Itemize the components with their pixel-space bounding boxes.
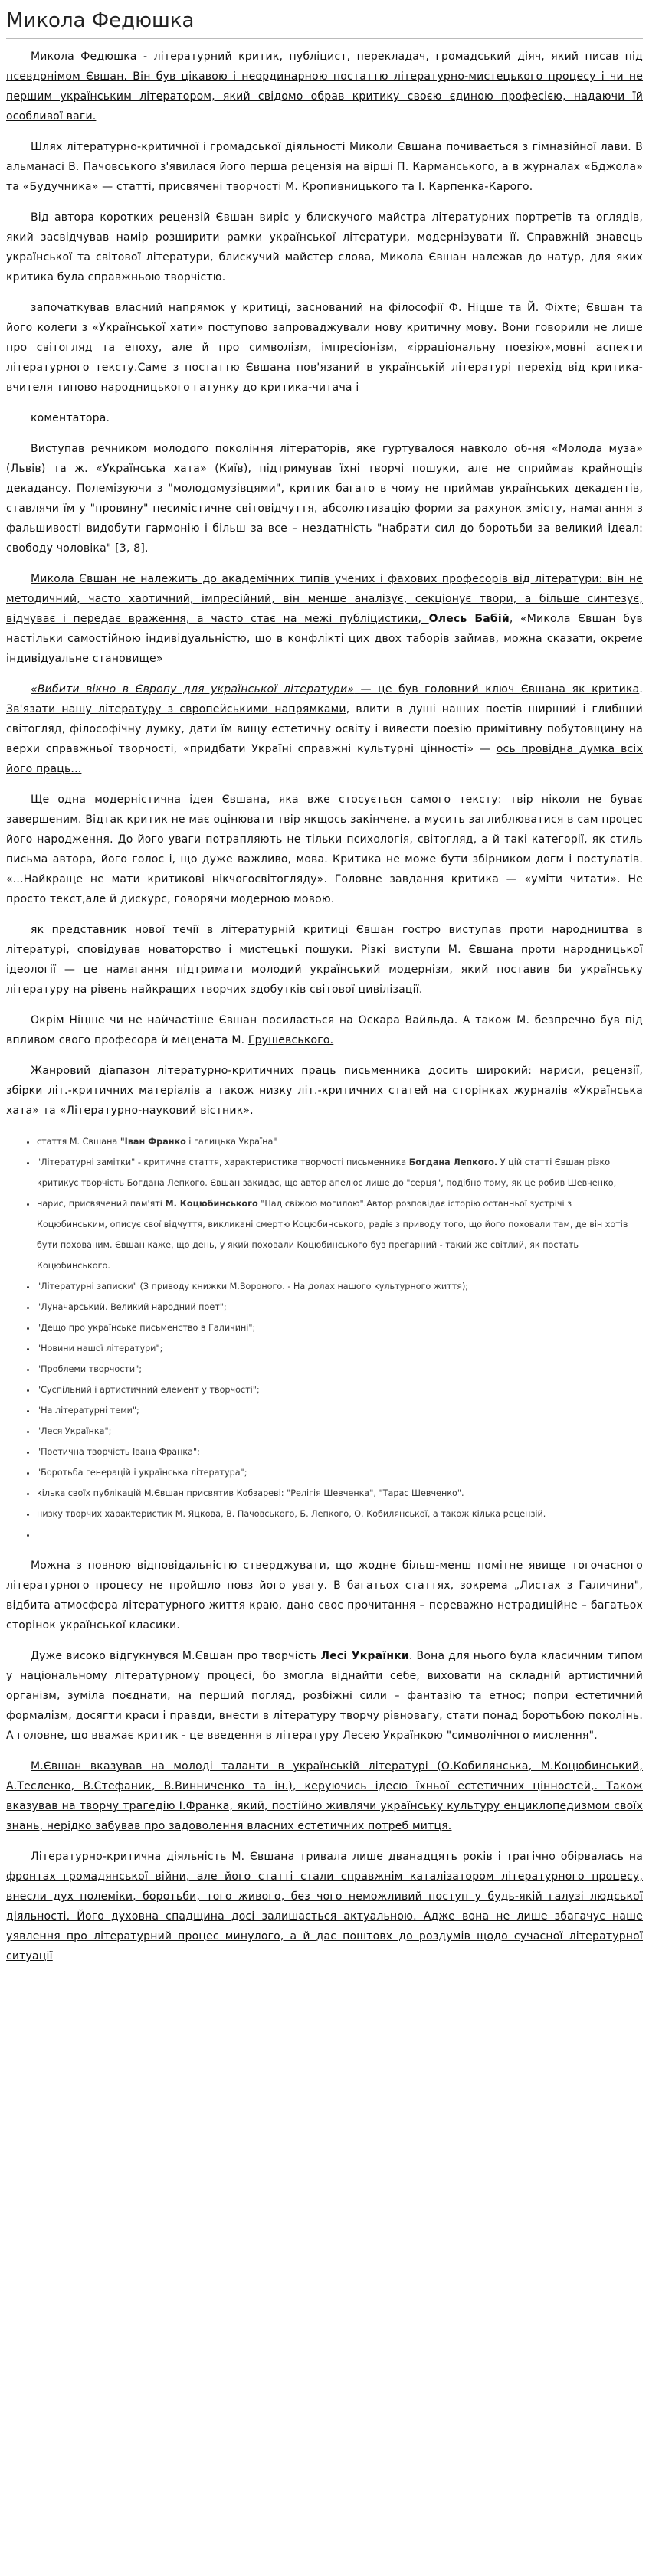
text-segment: Богдана Лепкого. — [408, 1157, 498, 1167]
text-segment: ось провідна думка всіх його праць... — [6, 743, 643, 775]
list-item — [37, 1359, 643, 1380]
paragraph — [6, 790, 643, 909]
text-segment: як представник нової течії в літературній критиці Євшан гостро виступав проти народництва в літературі, сповідував новаторство і мистецькі пошуки. Різкі виступи М. Євшана проти народницької ідеології — це намагання підтримати молодий український модернізм, який поставив би українську літературу на рівень найкращих творчих здобутків світової цивілізації. — [6, 924, 643, 996]
text-segment: У цій статті Євшан різко критикує творчість Богдана Лепкого. Євшан закидає, що автор апелює лише до "серця", подібно тому, як це робив Шевченко, — [37, 1157, 617, 1188]
text-segment: "Іван Франко — [120, 1137, 186, 1147]
paragraph — [6, 408, 643, 428]
paragraph — [6, 1556, 643, 1635]
list-item — [37, 1421, 643, 1442]
list-item — [37, 1380, 643, 1400]
list-item — [37, 1338, 643, 1359]
text-segment: "Суспільний і артистичний елемент у творчості"; — [37, 1385, 260, 1395]
text-segment: "Над свіжою могилою".Автор розповідає історію останньої зустрічі з Коцюбинським, описує свої відчуття, викликані смертю Коцюбинського, радіє з приводу того, що його поховали там, де він хотів бути похованим. Євшан каже, що день, у який поховали Коцюбинського був прегарний - такий же світлий, як постать Коцюбинського. — [37, 1199, 628, 1271]
text-segment: Микола Федюшка - літературний критик, публіцист, перекладач, громадський діяч, який писав під псевдонімом Євшан. Він був цікавою і неординарною постаттю літературно-мистецького процесу і — [6, 51, 643, 83]
article-body — [6, 47, 643, 1121]
paragraph — [6, 1010, 643, 1050]
page-title: Микола Федюшка — [6, 9, 643, 39]
paragraph — [6, 439, 643, 558]
list-item — [37, 1317, 643, 1338]
article-body-continued — [6, 1556, 643, 1966]
text-segment: чи не першим українським літератором, який свідомо обрав критику своєю єдиною професією, надаючи їй особливої ваги. — [6, 70, 644, 123]
text-segment: , «Микола Євшан був настільки самостійною індивідуальністю, що в конфлікті цих двох таборів займав, можна сказати, окреме індивідуальне становище» — [6, 613, 643, 665]
paragraph — [6, 208, 643, 287]
text-segment: М.Євшан вказував на молоді таланти в українській літературі (О.Кобилянська, М.Коцюбинський, А.Тесленко, В.Стефаник, В.Винниченко та ін.), керуючись ідеєю їхньої естетичних цінностей,. Також вказував на творчу трагедію І.Франка, який, постійно живлячи українську культуру енциклопедизмом своїх знань, нерідко забував про задоволення власних естетичних потреб митця. — [6, 1760, 643, 1832]
text-segment: "Проблеми творчости"; — [37, 1364, 143, 1374]
text-segment: низку творчих характеристик М. Яцкова, В. Пачовського, Б. Лепкого, О. Кобилянської, а також кілька рецензій. — [37, 1509, 546, 1519]
text-segment: Від автора коротких рецензій Євшан виріс у блискучого майстра літературних портретів та оглядів, який засвідчував намір розширити рамки української літератури, модернізувати її. Справжній знавець української та світової літератури, блискучий майстер слова, Микола Євшан належав до натур, для яких критика була справжньою творчістю. — [6, 211, 643, 283]
paragraph — [6, 1061, 643, 1121]
paragraph — [6, 137, 643, 197]
text-segment: Літературно-критична діяльність М. Євшана тривала лише дванадцять років і трагічно обірвалась на фронтах громадянської війни, але його статті стали справжнім каталізатором літературного процесу, внесли дух полеміки, боротьби, того живого, без чого неможливий поступ у будь-якій галузі людської діяльності. Його духовна спадщина досі залишається актуальною. Адже вона не лише збагачує наше уявлення про літературний процес минулого, а й дає поштовх до роздумів щодо сучасної літературної ситуації — [6, 1851, 643, 1962]
list-item — [37, 1462, 643, 1483]
list-item — [37, 1442, 643, 1462]
paragraph — [6, 569, 643, 669]
text-segment: Ще одна модерністична ідея Євшана, яка вже стосується самого тексту: твір ніколи не буває завершеним. Відтак критик не має оцінювати твір якщось закінчене, а мусить заглиблюватися в сам процес його народження. До його уваги потрапляють не тільки психологія, світогляд, а й такі категорії, як стиль письма автора, його голос і, що дуже важливо, мова. Критика не може бути збірником догм і постулатів. «...Найкраще не мати критикові нікчогосвітогляду». Головне завдання критика — «уміти читати». Не просто текст,але й дискурс, говорячи модерною мовою. — [6, 794, 643, 905]
text-segment: М. Коцюбинського — [165, 1199, 258, 1209]
paragraph — [6, 47, 643, 126]
text-segment: «Вибити вікно в Європу для української літератури» — [31, 683, 355, 696]
text-segment: "Літературні замітки" - критична стаття, характеристика творчості письменника — [37, 1157, 409, 1167]
list-item — [37, 1400, 643, 1421]
text-segment: "Новини нашої літератури"; — [37, 1344, 163, 1353]
paragraph — [6, 298, 643, 398]
text-segment: Виступав речником молодого покоління літераторів, яке гуртувалося навколо об-ня «Молода муза» (Львів) та ж. «Українська хата» (Київ), підтримував їхні творчі пошуки, але не сприймав крайнощів декадансу. Полемізуючи з "молодомузівцями", критик багато в чому не приймав українських декадентів, ставлячи їм у "провину" песимістичне світовідчуття, абсолютизацію форми за рахунок змісту, намагання з фальшивості видобути гармонію і більш за все – нездатність "набрати сил до боротьби за великий ідеал: свободу чоловіка" [3, 8]. — [6, 443, 643, 555]
paragraph — [6, 920, 643, 1000]
text-segment: "Поетична творчість Івана Франка"; — [37, 1447, 200, 1457]
text-segment: "На літературні теми"; — [37, 1406, 139, 1416]
text-segment: і галицька Україна" — [185, 1137, 277, 1147]
text-segment: Шлях літературно-критичної і громадської діяльності Миколи Євшана почивається з гімназійної лави. В альманасі В. Пачовського з'явилася його перша рецензія на вірші П. Карманського, а в журналах «Бджола» та «Будучника» — статті, присвячені творчості М. Кропивницького та І. Карпенка-Карого. — [6, 141, 643, 193]
text-segment: Можна з повною відповідальністю стверджувати, що жодне більш-менш помітне явище тогочасного літературного процесу не пройшло повз його увагу. В багатьох статтях, зокрема „Листах з Галичини", відбита атмосфера літературного життя краю, дано своє прочитання – переважно нетрадиційне – багатьох сторінок української класики. — [6, 1560, 643, 1632]
text-segment: "Дещо про українське письменство в Галичині"; — [37, 1323, 256, 1333]
list-item — [37, 1297, 643, 1317]
works-list — [6, 1131, 643, 1545]
paragraph — [6, 1756, 643, 1836]
text-segment: кілька своїх публікацій М.Євшан присвятив Кобзареві: "Релігія Шевченка", "Тарас Шевченко". — [37, 1488, 464, 1498]
text-segment: Окрім Ніцше чи не найчастіше Євшан посилається на Оскара Вайльда. А також М. безпречно був під впливом свого професора й мецената М. — [6, 1014, 643, 1046]
list-item — [37, 1276, 643, 1297]
text-segment: "Літературні записки" (З приводу книжки М.Вороного. - На долах нашого культурного життя); — [37, 1281, 469, 1291]
list-item — [37, 1483, 643, 1504]
text-segment: Микола Євшан не належить до академічних типів учених і фахових професорів від літератури: він не методичний, часто хаотичний, імпресійний, він менше аналізує, секціонує твори, а більше синтезує, відчуває і передає враження, а часто стає на межі публіцистики, — [6, 573, 643, 625]
paragraph — [6, 1847, 643, 1966]
text-segment: Лесі Українки — [320, 1650, 409, 1662]
list-item — [37, 1193, 643, 1276]
text-segment: коментатора. — [31, 412, 110, 424]
text-segment: "Боротьба генерацій і українська література"; — [37, 1468, 247, 1478]
text-segment: Дуже високо відгукнувся М.Євшан про творчість — [31, 1650, 321, 1662]
text-segment: . Вона для нього була класичним типом у національному літературному процесі, бо змогла віднайти себе, виховати на складній артистичний організм, зуміла поєднати, на перший погляд, розбіжні сили – фантазію та етнос; попри естетичний формалізм, досягти краси і правди, внести в літературу творчу рівновагу, стати понад боротьбою поколінь. А головне, що вважає критик - це введення в літературу Лесею Українкою "символічного мислення". — [6, 1650, 643, 1742]
text-segment: стаття М. Євшана — [37, 1137, 120, 1147]
text-segment: Зв'язати нашу літературу з європейськими напрямками — [6, 703, 346, 715]
list-item — [37, 1152, 643, 1193]
text-segment: Жанровий діапазон літературно-критичних праць письменника досить широкий: нариси, рецензії, збірки літ.-критичних матеріалів а також низку літ.-критичних статей на сторінках журналів — [6, 1065, 643, 1097]
text-segment: нарис, присвячений пам'яті — [37, 1199, 166, 1209]
text-segment: , влити в душі наших поетів ширший і глибший світогляд, філософічну думку, дати їм вищу естетичну освіту і вивести поезію примітивну побутовщину на верхи справжньої творчості, «придбати Україні справжні культурні цінності» — — [6, 703, 643, 755]
paragraph — [6, 679, 643, 779]
list-item — [37, 1131, 643, 1152]
text-segment: «Українська хата» та «Літературно-науковий вістник». — [6, 1085, 643, 1117]
text-segment: Олесь Бабій — [428, 613, 510, 625]
list-item — [37, 1524, 643, 1545]
paragraph — [6, 1646, 643, 1746]
text-segment: започаткував власний напрямок у критиці, заснований на філософії Ф. Ніцше та Й. Фіхте; Євшан та його колеги з «Української хати» поступово запроваджували нову критичну мову. Вони говорили не лише про світогляд та епоху, але й про символізм, імпресіонізм, «ірраціональну поезію»,мовні аспекти літературного тексту.Саме з постаттю Євшана пов'язаний в українській літературі перехід від критика-вчителя типово народницького гатунку до критика-читача і — [6, 302, 643, 394]
text-segment: "Леся Українка"; — [37, 1426, 112, 1436]
text-segment: — це був головний ключ Євшана як критика — [354, 683, 640, 696]
text-segment: . — [639, 683, 643, 696]
text-segment: Грушевського. — [247, 1034, 334, 1046]
list-item — [37, 1504, 643, 1524]
text-segment: "Луначарський. Великий народний поет"; — [37, 1302, 227, 1312]
